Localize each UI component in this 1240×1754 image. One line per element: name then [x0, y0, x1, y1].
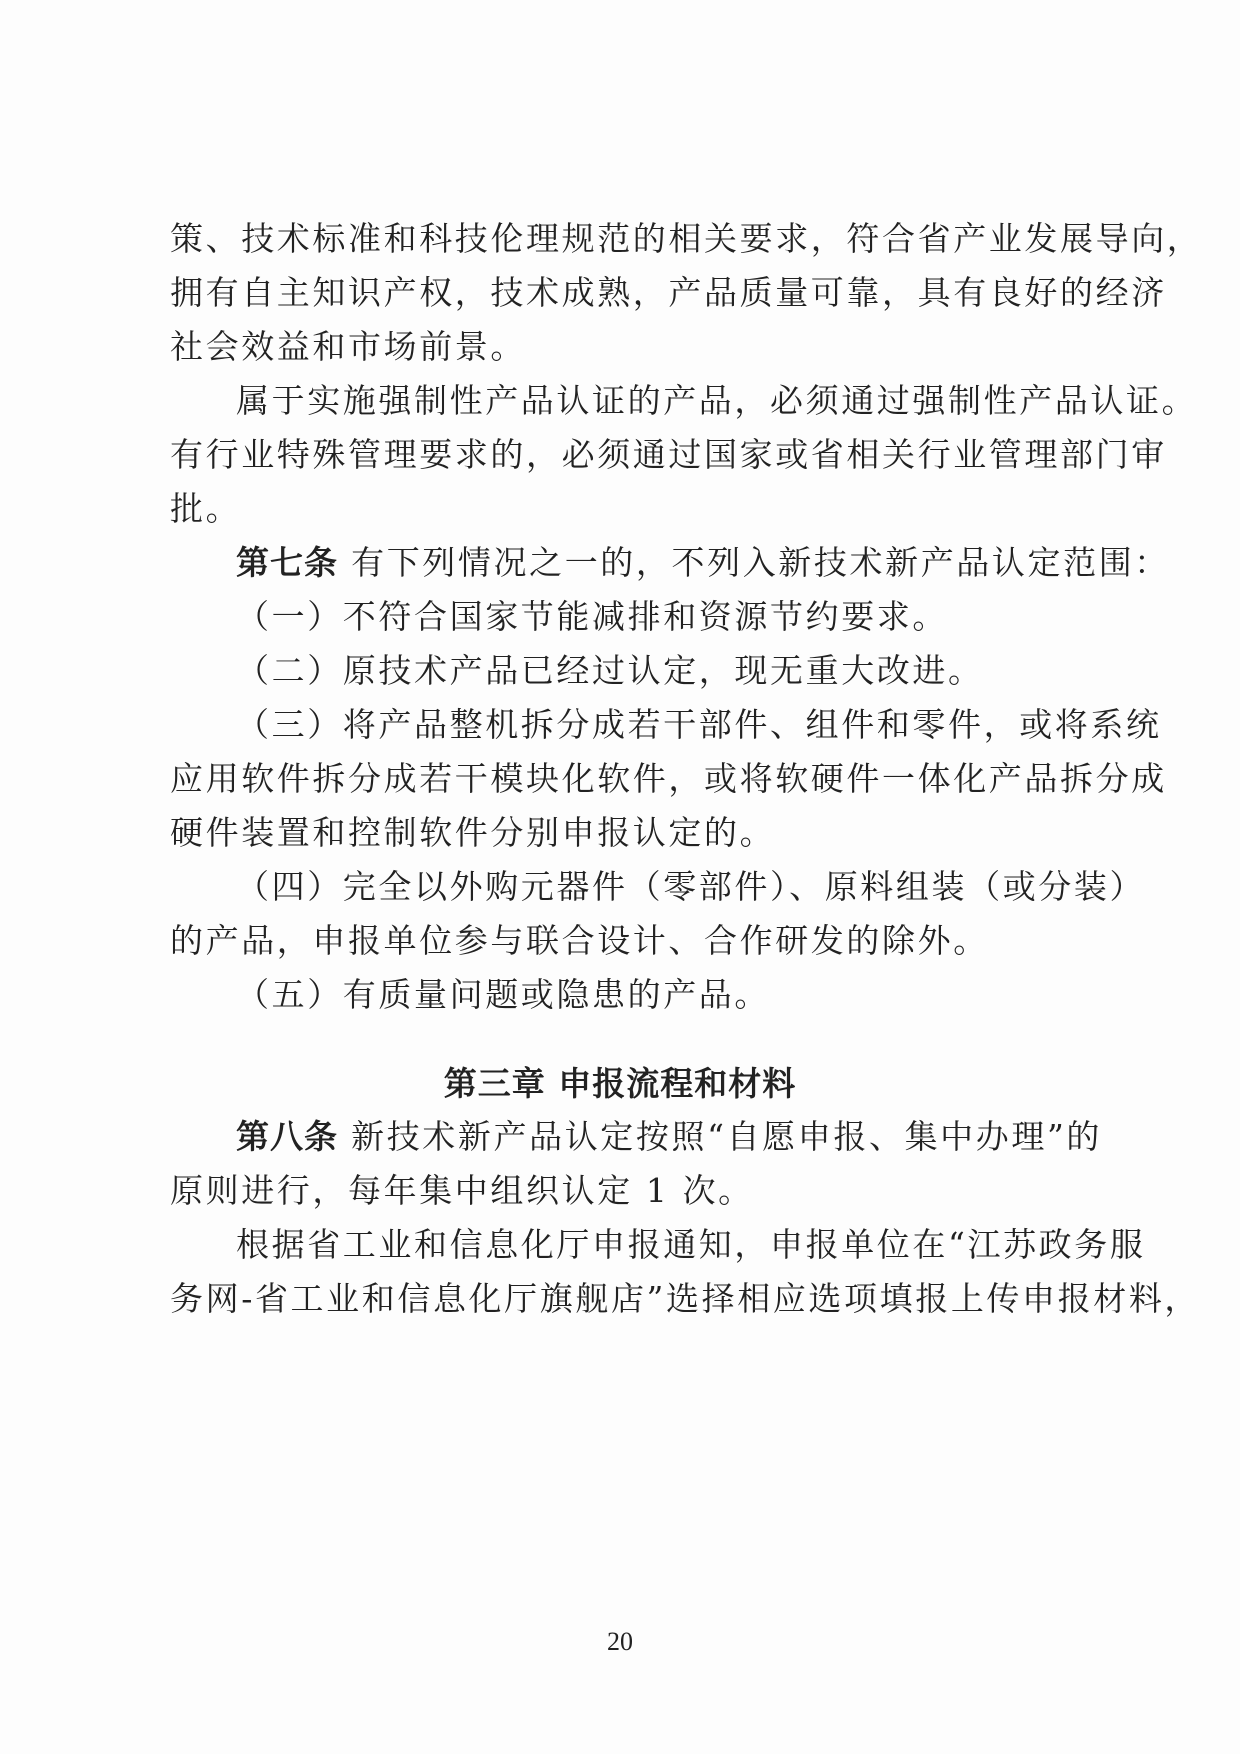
- text-line: 属于实施强制性产品认证的产品，必须通过强制性产品认证。: [236, 381, 1198, 420]
- text-line: 务网-省工业和信息化厅旗舰店”选择相应选项填报上传申报材料，: [170, 1279, 1201, 1318]
- page-number: 20: [607, 1627, 633, 1656]
- list-item-continued: 硬件装置和控制软件分别申报认定的。: [170, 813, 776, 852]
- chapter-heading: 第三章 申报流程和材料: [443, 1064, 797, 1103]
- list-item-continued: 的产品，申报单位参与联合设计、合作研发的除外。: [170, 921, 989, 960]
- body-text-top: [170, 212, 1203, 536]
- article-8-header: [170, 1110, 1103, 1164]
- text-line: 根据省工业和信息化厅申报通知，申报单位在“江苏政务服: [236, 1225, 1146, 1264]
- article-7-header: [170, 536, 1170, 590]
- text-line: 原则进行，每年集中组织认定 1 次。: [170, 1171, 754, 1210]
- text-line: 策、技术标准和科技伦理规范的相关要求，符合省产业发展导向，: [170, 219, 1203, 258]
- list-item-continued: 应用软件拆分成若干模块化软件，或将软硬件一体化产品拆分成: [170, 759, 1167, 798]
- article-text: 有下列情况之一的，不列入新技术新产品认定范围：: [351, 543, 1170, 582]
- list-item: （四）完全以外购元器件（零部件）、原料组装（或分装）: [236, 867, 1146, 906]
- text-line: 有行业特殊管理要求的，必须通过国家或省相关行业管理部门审: [170, 435, 1167, 474]
- article-label: 第七条: [236, 543, 338, 582]
- article-7: [170, 536, 1170, 1022]
- article-label: 第八条: [236, 1117, 338, 1156]
- list-item: （三）将产品整机拆分成若干部件、组件和零件，或将系统: [236, 705, 1162, 744]
- text-line: 拥有自主知识产权，技术成熟，产品质量可靠，具有良好的经济: [170, 273, 1167, 312]
- list-item: （五）有质量问题或隐患的产品。: [236, 975, 770, 1014]
- list-item: （二）原技术产品已经过认定，现无重大改进。: [236, 651, 984, 690]
- list-item: （一）不符合国家节能减排和资源节约要求。: [236, 597, 948, 636]
- text-line: 批。: [170, 489, 242, 528]
- article-8: [170, 1110, 1201, 1326]
- text-line: 社会效益和市场前景。: [170, 327, 526, 366]
- article-text: 新技术新产品认定按照“自愿申报、集中办理”的: [351, 1117, 1103, 1156]
